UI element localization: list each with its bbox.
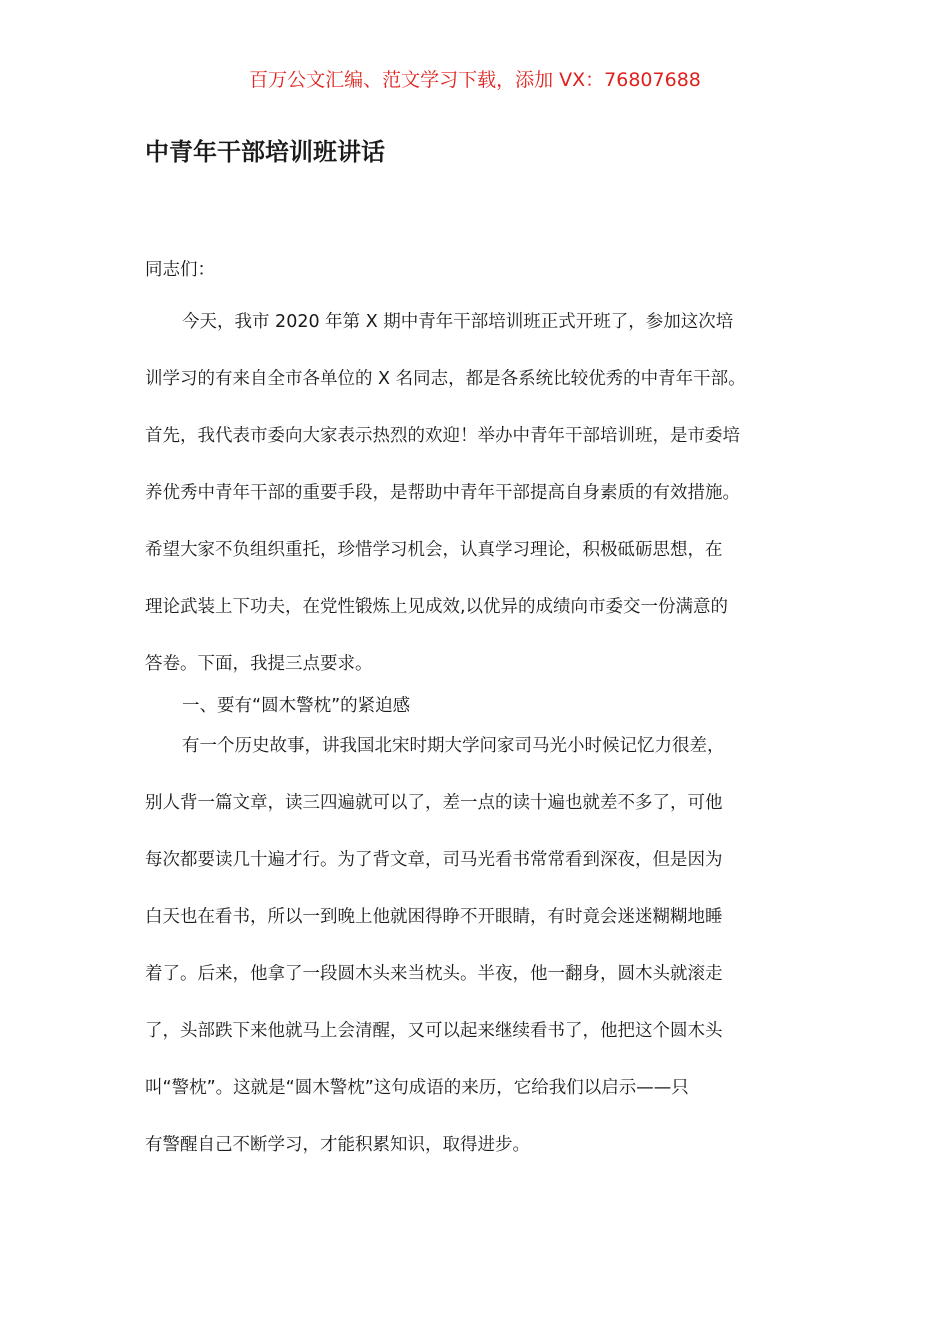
document-title: 中青年干部培训班讲话 [145,137,385,166]
paragraph-line: 叫“警枕”。这就是“圆木警枕”这句成语的来历，它给我们以启示——只 [145,1078,689,1098]
paragraph-line: 训学习的有来自全市各单位的 X 名同志，都是各系统比较优秀的中青年干部。 [145,369,746,389]
section-heading: 一、要有“圆木警枕”的紧迫感 [182,696,411,716]
paragraph-line: 着了。后来，他拿了一段圆木头来当枕头。半夜，他一翻身，圆木头就滚走 [145,964,723,984]
paragraph-line: 希望大家不负组织重托，珍惜学习机会，认真学习理论，积极砥砺思想，在 [145,540,723,560]
paragraph-line: 白天也在看书，所以一到晚上他就困得睁不开眼睛，有时竟会迷迷糊糊地睡 [145,907,723,927]
paragraph-line: 今天，我市 2020 年第 X 期中青年干部培训班正式开班了，参加这次培 [182,312,734,332]
paragraph-line: 理论武装上下功夫，在党性锻炼上见成效,以优异的成绩向市委交一份满意的 [145,597,729,617]
header-banner: 百万公文汇编、范文学习下载，添加 VX：76807688 [249,69,701,91]
paragraph-line: 有一个历史故事，讲我国北宋时期大学问家司马光小时候记忆力很差， [182,736,725,756]
paragraph-line: 了，头部跌下来他就马上会清醒，又可以起来继续看书了，他把这个圆木头 [145,1021,723,1041]
paragraph-line: 有警醒自己不断学习，才能积累知识，取得进步。 [145,1135,530,1155]
paragraph-line: 养优秀中青年干部的重要手段，是帮助中青年干部提高自身素质的有效措施。 [145,483,740,503]
paragraph-line: 首先，我代表市委向大家表示热烈的欢迎！举办中青年干部培训班，是市委培 [145,426,740,446]
paragraph-line: 每次都要读几十遍才行。为了背文章，司马光看书常常看到深夜，但是因为 [145,850,723,870]
paragraph-line: 别人背一篇文章，读三四遍就可以了，差一点的读十遍也就差不多了，可他 [145,793,723,813]
salutation: 同志们： [145,260,215,280]
paragraph-line: 答卷。下面，我提三点要求。 [145,654,373,674]
